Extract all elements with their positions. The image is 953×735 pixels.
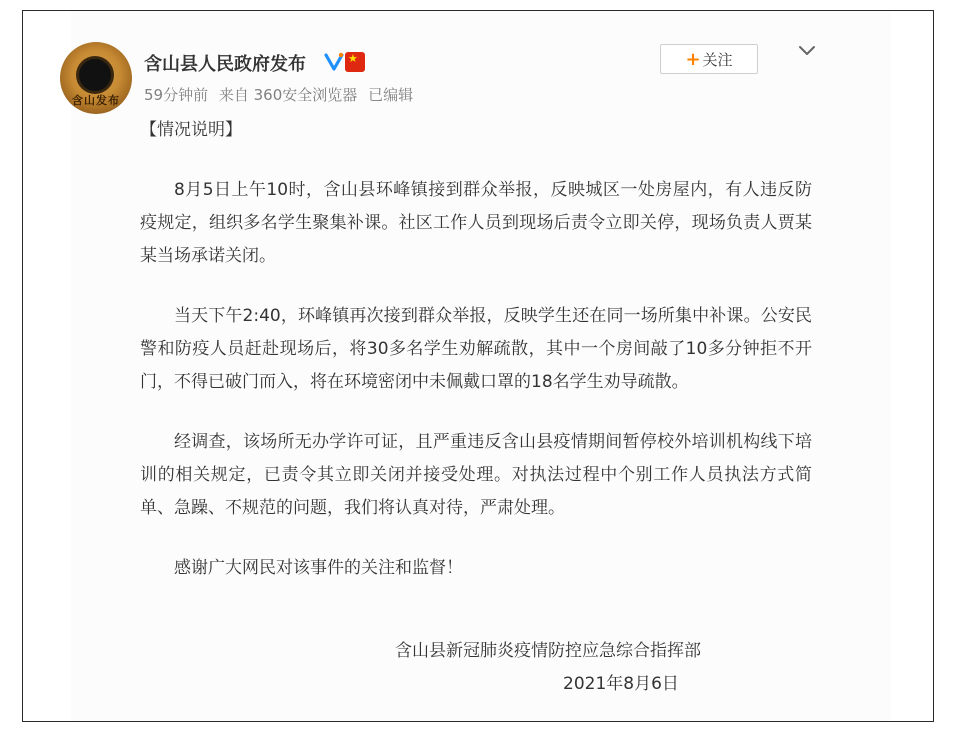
edited-label[interactable]: 已编辑 <box>368 86 414 104</box>
post-content <box>140 114 812 612</box>
follow-button[interactable] <box>660 44 758 74</box>
avatar[interactable] <box>60 42 132 114</box>
content-heading: 【情况说明】 <box>140 120 242 140</box>
paragraph: 8月5日上午10时，含山县环峰镇接到群众举报，反映城区一处房屋内，有人违反防疫规定，组织多名学生聚集补课。社区工作人员到现场后责令立即关停，现场负责人贾某某当场承诺关闭。 <box>140 180 812 266</box>
verified-icon <box>324 52 344 72</box>
chevron-down-icon[interactable] <box>797 42 817 60</box>
username[interactable]: 含山县人民政府发布 <box>144 54 306 75</box>
plus-icon: + <box>685 48 701 70</box>
paragraph: 当天下午2:40，环峰镇再次接到群众举报，反映学生还在同一场所集中补课。公安民警和防疫人员赶赴现场后，将30多名学生劝解疏散，其中一个房间敲了10多分钟拒不开门，不得已破门而入，将在环境密闭中未佩戴口罩的18名学生劝导疏散。 <box>140 306 812 392</box>
thanks-paragraph: 感谢广大网民对该事件的关注和监督！ <box>174 558 463 578</box>
follow-label: 关注 <box>702 50 733 69</box>
post-date: 2021年8月6日 <box>563 674 679 694</box>
paragraph: 经调查，该场所无办学许可证，且严重违反含山县疫情期间暂停校外培训机构线下培训的相关规定，已责令其立即关闭并接受处理。对执法过程中个别工作人员执法方式简单、急躁、不规范的问题，我们将认真对待，严肃处理。 <box>140 432 812 518</box>
avatar-label: 含山发布 <box>72 94 120 107</box>
china-flag-icon: ★ <box>345 52 365 72</box>
post-meta <box>144 84 419 105</box>
post-time[interactable]: 59分钟前 <box>144 86 209 104</box>
post-source[interactable]: 来自 360安全浏览器 <box>218 86 358 104</box>
signature: 含山县新冠肺炎疫情防控应急综合指挥部 <box>395 641 701 661</box>
avatar-emblem <box>79 59 111 91</box>
